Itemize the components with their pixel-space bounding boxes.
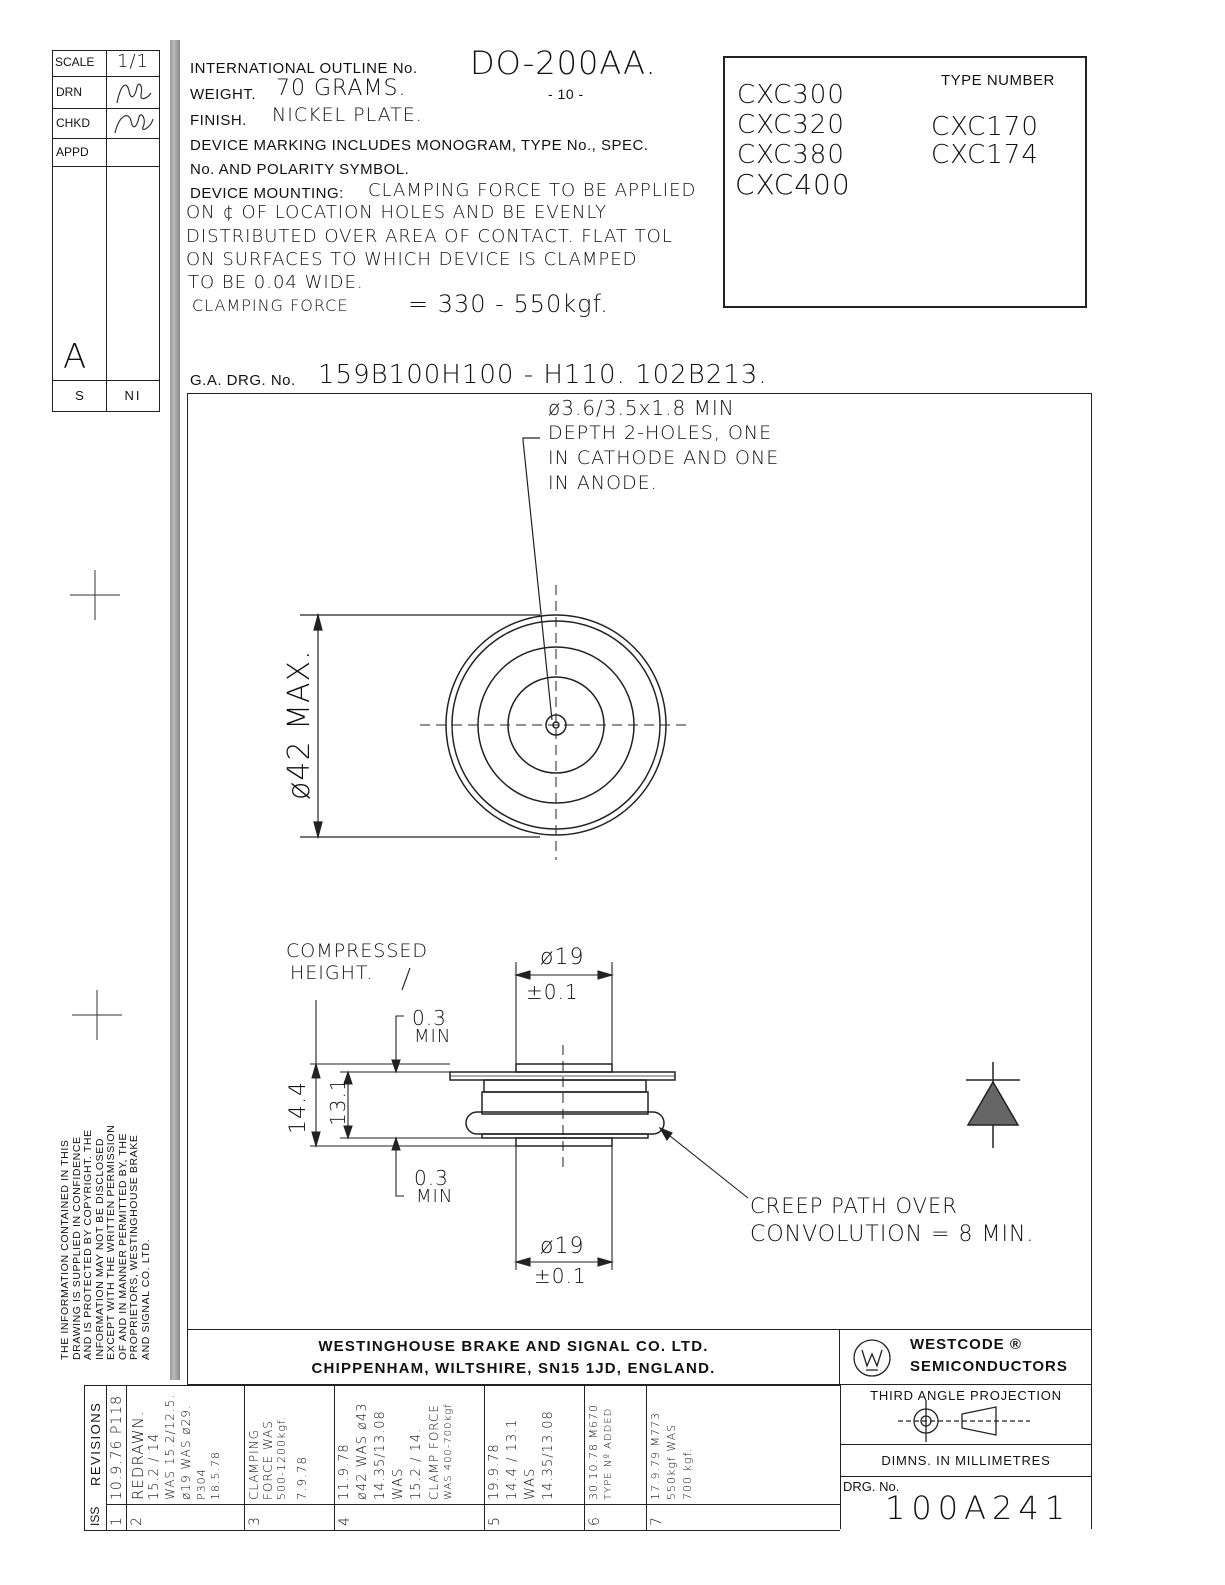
ga-value: 159B100H100 - H110. 102B213. bbox=[318, 360, 768, 390]
top-dia-value: ø19 bbox=[540, 945, 585, 970]
revision-1-iss: 1 bbox=[109, 1516, 125, 1526]
revision-2-line-6: 18.5.78 bbox=[209, 1451, 222, 1500]
revision-2-line-1: REDRAWN. bbox=[129, 1410, 147, 1500]
outline-value: DO-200AA. bbox=[470, 44, 657, 82]
hole-note-2: DEPTH 2-HOLES, ONE bbox=[548, 422, 773, 444]
confidential-line-5: EXCEPT WITH THE WRITTEN PERMISSION bbox=[105, 1124, 117, 1360]
confidential-note bbox=[56, 1072, 152, 1362]
bottom-dia-tol: ±0.1 bbox=[534, 1264, 587, 1288]
creep-note-1: CREEP PATH OVER bbox=[750, 1194, 958, 1218]
type-cxc320: CXC320 bbox=[737, 110, 845, 140]
brand-block bbox=[840, 1330, 1092, 1385]
top-min-label: MIN bbox=[414, 1026, 452, 1047]
revision-7-line-2: 550kgf WAS bbox=[665, 1423, 678, 1500]
scale-value: 1/1 bbox=[107, 51, 159, 77]
clamp-value: = 330 - 550kgf. bbox=[408, 290, 609, 318]
type-cxc380: CXC380 bbox=[737, 140, 845, 170]
revision-4-line-5: 15.2 / 14. bbox=[409, 1427, 424, 1500]
diameter-dimension bbox=[300, 615, 540, 837]
company-block bbox=[187, 1330, 840, 1385]
revision-5-line-4: 14.35/13.08 bbox=[541, 1410, 556, 1500]
page-mark: - 10 - bbox=[548, 86, 584, 102]
revision-5-line-2: 14.4 / 13.1 bbox=[505, 1418, 520, 1500]
type-cxc300: CXC300 bbox=[737, 80, 845, 110]
revision-4-line-6: CLAMP FORCE bbox=[427, 1403, 441, 1500]
diode-symbol bbox=[966, 1062, 1020, 1148]
revision-6-line-2: TYPE Nº ADDED bbox=[603, 1407, 614, 1500]
height-inner: 13.1 bbox=[326, 1077, 350, 1126]
hole-note-3: IN CATHODE AND ONE bbox=[548, 447, 780, 469]
bottom-min-value: 0.3 bbox=[414, 1166, 449, 1190]
hole-note-4: IN ANODE. bbox=[548, 472, 658, 494]
revisions-label: REVISIONS bbox=[88, 1401, 103, 1486]
revision-entry-2 bbox=[127, 1386, 245, 1530]
revision-2-iss: 2 bbox=[129, 1516, 145, 1526]
appd-label: APPD bbox=[53, 139, 107, 167]
projection-block bbox=[840, 1385, 1092, 1445]
confidential-line-3: AND IS PROTECTED BY COPYRIGHT. THE bbox=[82, 1129, 94, 1360]
units-label: DIMNS. IN MILLIMETRES bbox=[881, 1453, 1051, 1468]
revision-entry-1 bbox=[107, 1386, 127, 1530]
revision-entry-7 bbox=[647, 1386, 841, 1530]
drg-block bbox=[840, 1477, 1092, 1529]
revision-4-iss: 4 bbox=[337, 1516, 353, 1526]
revision-6-iss: 6 bbox=[587, 1516, 603, 1526]
revision-entry-5 bbox=[485, 1386, 585, 1530]
revisions-table bbox=[84, 1385, 840, 1531]
creep-note-2: CONVOLUTION = 8 MIN. bbox=[750, 1222, 1035, 1247]
revision-entry-6 bbox=[585, 1386, 647, 1530]
scale-label: SCALE bbox=[53, 51, 107, 77]
top-dia-tol: ±0.1 bbox=[526, 980, 579, 1004]
revision-4-line-7: WAS 400-700kgf bbox=[443, 1403, 454, 1500]
mounting-line3: DISTRIBUTED OVER AREA OF CONTACT. FLAT TOL bbox=[186, 226, 673, 247]
iss-label: ISS bbox=[88, 1506, 102, 1526]
finish-value: NICKEL PLATE. bbox=[272, 104, 423, 126]
bottom-min-label: MIN bbox=[416, 1186, 454, 1207]
mounting-line2: ON ¢ OF LOCATION HOLES AND BE EVENLY bbox=[186, 202, 608, 223]
company-line-2: CHIPPENHAM, WILTSHIRE, SN15 1JD, ENGLAND. bbox=[311, 1360, 716, 1377]
revision-4-line-3: 14.35/13.08 bbox=[373, 1410, 388, 1500]
revision-5-line-3: WAS bbox=[523, 1467, 538, 1500]
ga-label: G.A. DRG. No. bbox=[190, 372, 296, 389]
revisions-header-col bbox=[85, 1386, 107, 1530]
marking-line1: DEVICE MARKING INCLUDES MONOGRAM, TYPE No., SPEC. bbox=[190, 137, 649, 154]
mounting-line1: CLAMPING FORCE TO BE APPLIED bbox=[368, 180, 697, 201]
revision-6-line-1: 30.10.78 M670 bbox=[587, 1404, 600, 1500]
marking-line2: No. AND POLARITY SYMBOL. bbox=[190, 161, 410, 178]
bottom-dia-value: ø19 bbox=[540, 1234, 585, 1259]
revision-5-iss: 5 bbox=[487, 1516, 503, 1526]
drg-value: 100A241 bbox=[885, 1489, 1072, 1527]
confidential-line-8: AND SIGNAL CO. LTD. bbox=[139, 1238, 152, 1360]
revision-3-line-2: FORCE WAS bbox=[261, 1420, 275, 1500]
revision-7-iss: 7 bbox=[649, 1516, 665, 1526]
revision-2-line-3: WAS 15.2/12.5. bbox=[163, 1393, 177, 1500]
units-block bbox=[840, 1445, 1092, 1477]
revision-3-line-3: 500-1200kgf. bbox=[275, 1415, 288, 1500]
revision-7-line-3: 700 kgf. bbox=[681, 1447, 694, 1500]
revision-3-line-4: 7.9.78 bbox=[295, 1455, 309, 1500]
confidential-line-1: THE INFORMATION CONTAINED IN THIS bbox=[59, 1139, 71, 1360]
revision-2-line-2: 15.2 / 14 bbox=[147, 1432, 162, 1500]
confidential-line-4: INFORMATION MAY NOT BE DISCLOSED bbox=[93, 1137, 106, 1360]
revision-entry-3 bbox=[245, 1386, 335, 1530]
center-lines bbox=[420, 585, 690, 1170]
revision-7-line-1: 17.9.79 M773 bbox=[649, 1412, 662, 1500]
issue-letter: A bbox=[63, 337, 87, 377]
weight-label: WEIGHT. bbox=[190, 86, 256, 103]
compressed-label-2: HEIGHT. bbox=[290, 962, 374, 984]
weight-value: 70 GRAMS. bbox=[276, 76, 407, 101]
outline-label: INTERNATIONAL OUTLINE No. bbox=[190, 60, 418, 77]
diameter-label: ø42 MAX. bbox=[282, 649, 317, 800]
ni-label: NI bbox=[124, 388, 142, 403]
brand-line-2: SEMICONDUCTORS bbox=[910, 1358, 1068, 1375]
mounting-label: DEVICE MOUNTING: bbox=[190, 185, 344, 202]
drg-label: DRG. No. bbox=[843, 1479, 900, 1494]
chkd-label: CHKD bbox=[53, 109, 107, 139]
revision-2-line-4: ø19 WAS ø29. bbox=[179, 1404, 193, 1500]
clamp-label: CLAMPING FORCE bbox=[192, 296, 349, 315]
revision-1-text: 10.9.76 P118 bbox=[109, 1394, 125, 1500]
revision-3-line-1: CLAMPING bbox=[247, 1429, 261, 1500]
brand-line-1: WESTCODE ® bbox=[910, 1336, 1022, 1353]
hole-note-1: ø3.6/3.5x1.8 MIN bbox=[548, 396, 735, 420]
projection-label: THIRD ANGLE PROJECTION bbox=[870, 1388, 1062, 1403]
side-view-dimensions bbox=[310, 962, 748, 1270]
type-cxc170: CXC170 bbox=[931, 112, 1039, 142]
revision-4-line-1: 11.9.78 bbox=[337, 1443, 352, 1500]
height-outer: 14.4 bbox=[286, 1081, 311, 1134]
confidential-line-2: DRAWING IS SUPPLIED IN CONFIDENCE bbox=[70, 1136, 83, 1360]
top-min-value: 0.3 bbox=[412, 1006, 447, 1030]
type-cxc400: CXC400 bbox=[735, 168, 851, 201]
type-cxc174: CXC174 bbox=[931, 140, 1039, 170]
revision-4-line-2: ø42 WAS ø43 bbox=[355, 1402, 370, 1500]
mounting-line4: ON SURFACES TO WHICH DEVICE IS CLAMPED bbox=[186, 249, 638, 270]
confidential-line-7: PROPRIETORS, WESTINGHOUSE BRAKE bbox=[128, 1134, 140, 1360]
revision-4-line-4: WAS bbox=[391, 1467, 406, 1500]
drn-label: DRN bbox=[53, 77, 107, 109]
finish-label: FINISH. bbox=[190, 112, 247, 129]
side-view bbox=[450, 1064, 675, 1146]
confidential-line-6: OF AND IN MANNER PERMITTED BY, THE bbox=[116, 1132, 129, 1360]
company-line-1: WESTINGHOUSE BRAKE AND SIGNAL CO. LTD. bbox=[318, 1338, 709, 1355]
revision-entry-4 bbox=[335, 1386, 485, 1530]
revision-2-line-5: P304 bbox=[195, 1468, 208, 1500]
revision-3-iss: 3 bbox=[247, 1516, 263, 1526]
type-number-heading: TYPE NUMBER bbox=[941, 72, 1055, 89]
revision-5-line-1: 19.9.78 bbox=[487, 1443, 502, 1500]
mounting-line5: TO BE 0.04 WIDE. bbox=[188, 272, 364, 293]
s-label: S bbox=[53, 381, 107, 411]
compressed-label-1: COMPRESSED bbox=[286, 940, 429, 962]
